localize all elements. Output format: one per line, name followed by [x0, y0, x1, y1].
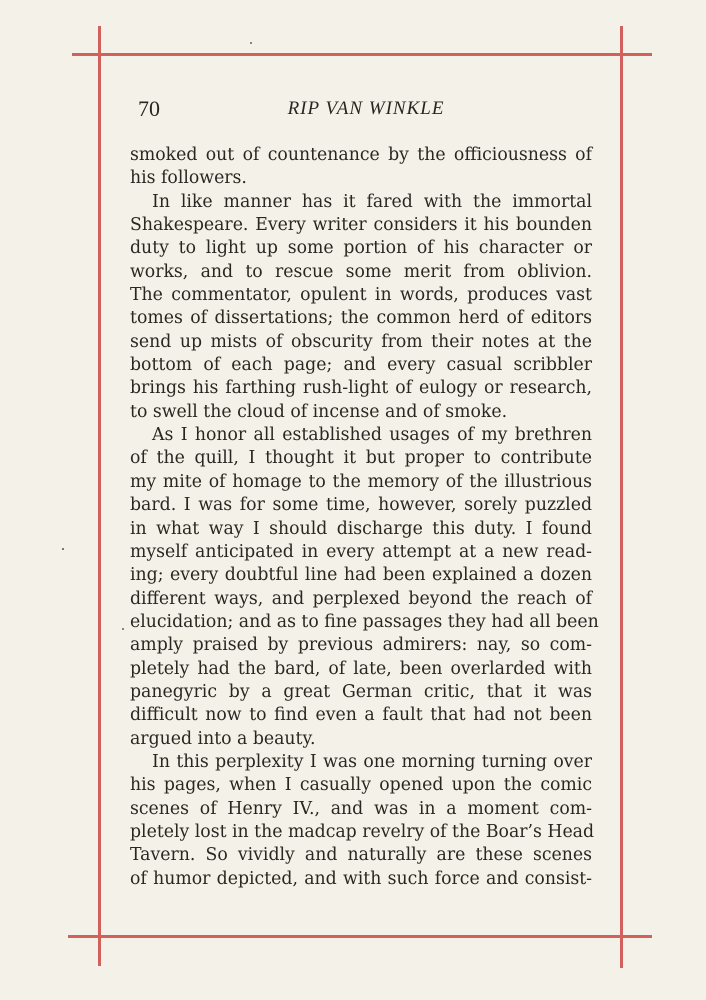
text-line: The commentator, opulent in words, produces vast — [130, 285, 592, 306]
text-line: of humor depicted, and with such force and consist- — [130, 868, 592, 889]
paragraph — [130, 751, 595, 891]
text-line: Tavern. So vividly and naturally are these scenes — [130, 845, 592, 866]
text-line: of the quill, I thought it but proper to contribute — [130, 448, 592, 469]
body-text — [130, 144, 599, 891]
text-line: bard. I was for some time, however, sorely puzzled — [130, 495, 592, 516]
running-title: RIP VAN WINKLE — [287, 98, 445, 119]
border-rule-right — [620, 26, 623, 968]
page-number: 70 — [138, 96, 160, 121]
text-line: Shakespeare. Every writer considers it his bounden — [130, 215, 592, 236]
border-rule-top — [72, 53, 652, 56]
text-line: brings his farthing rush-light of eulogy or research, — [130, 378, 592, 399]
text-line: As I honor all established usages of my brethren — [152, 425, 592, 446]
text-line: bottom of each page; and every casual scribbler — [130, 355, 592, 376]
text-line: pletely lost in the madcap revelry of the Boar’s Head — [130, 821, 595, 842]
paper-speck — [122, 628, 124, 630]
text-line: scenes of Henry IV., and was in a moment com- — [130, 798, 592, 819]
text-line: In this perplexity I was one morning turning over — [152, 751, 592, 772]
text-line: works, and to rescue some merit from oblivion. — [130, 261, 592, 282]
text-line: tomes of dissertations; the common herd of editors — [130, 308, 592, 329]
text-line: panegyric by a great German critic, that it was — [130, 681, 592, 702]
text-line: in what way I should discharge this duty. I found — [130, 518, 592, 539]
text-line: different ways, and perplexed beyond the reach of — [130, 588, 592, 609]
text-line: In like manner has it fared with the immortal — [152, 191, 592, 212]
text-line: elucidation; and as to fine passages they had all been — [130, 611, 599, 632]
text-line: his pages, when I casually opened upon the comic — [130, 775, 592, 796]
text-line: argued into a beauty. — [130, 728, 316, 749]
text-line: pletely had the bard, of late, been overlarded with — [130, 658, 592, 679]
text-line: duty to light up some portion of his character or — [130, 238, 592, 259]
paper-speck — [62, 548, 64, 550]
text-line: my mite of homage to the memory of the illustrious — [130, 471, 592, 492]
text-line: amply praised by previous admirers: nay, so com- — [130, 635, 592, 656]
text-line: his followers. — [130, 168, 247, 189]
paragraph — [130, 144, 592, 191]
text-line: smoked out of countenance by the officiousness of — [130, 145, 592, 165]
text-line: ing; every doubtful line had been explained a dozen — [130, 565, 592, 586]
text-line: send up mists of obscurity from their notes at the — [130, 331, 592, 352]
paragraph — [130, 191, 592, 424]
text-line: myself anticipated in every attempt at a new read- — [130, 541, 592, 562]
text-line: to swell the cloud of incense and of smoke. — [130, 401, 508, 422]
border-rule-bottom — [68, 935, 652, 938]
paper-speck — [250, 42, 252, 44]
text-line: difficult now to find even a fault that had not been — [130, 705, 592, 726]
border-rule-left — [98, 26, 101, 966]
page-header — [138, 96, 594, 126]
paragraph — [130, 424, 599, 751]
